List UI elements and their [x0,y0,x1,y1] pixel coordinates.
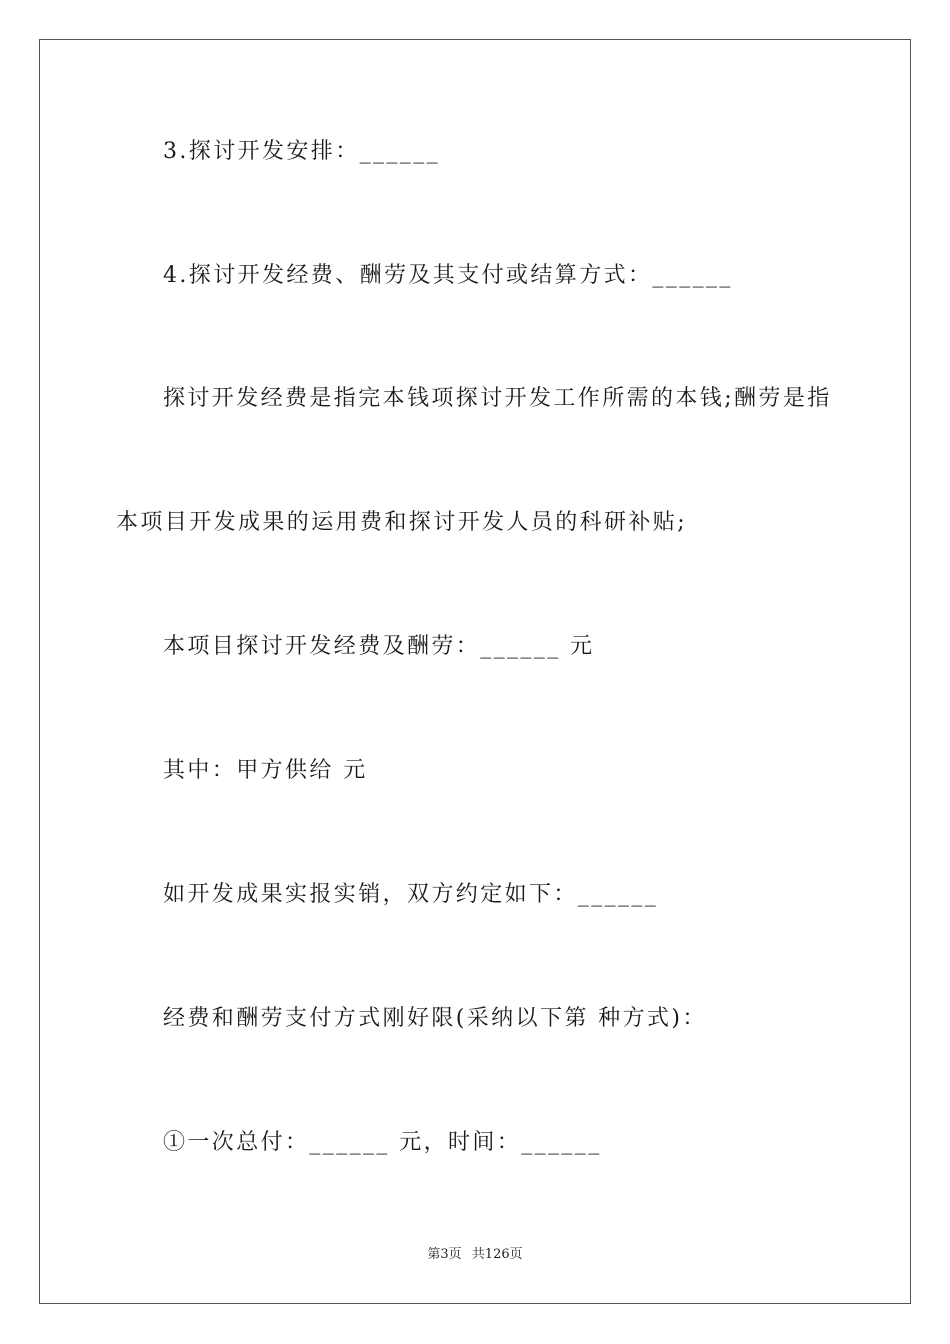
page-number: 第3页 [427,1247,462,1262]
paragraph-line: 本项目探讨开发经费及酬劳：______ 元 [163,634,595,659]
paragraph-line: 3.探讨开发安排：______ [163,139,440,164]
page-border [39,39,911,1304]
paragraph-line: 4.探讨开发经费、酬劳及其支付或结算方式：______ [163,263,733,288]
paragraph-line: ①一次总付：______ 元，时间：______ [163,1130,602,1155]
page-total: 共126页 [471,1247,523,1262]
paragraph-line: 探讨开发经费是指完本钱项探讨开发工作所需的本钱;酬劳是指 [163,386,832,411]
paragraph-line: 如开发成果实报实销，双方约定如下：______ [163,882,659,907]
paragraph-line: 其中：甲方供给 元 [163,758,368,783]
page-footer [0,1246,950,1264]
paragraph-line: 经费和酬劳支付方式刚好限(采纳以下第 种方式)： [163,1006,707,1031]
paragraph-line: 本项目开发成果的运用费和探讨开发人员的科研补贴; [116,510,688,535]
